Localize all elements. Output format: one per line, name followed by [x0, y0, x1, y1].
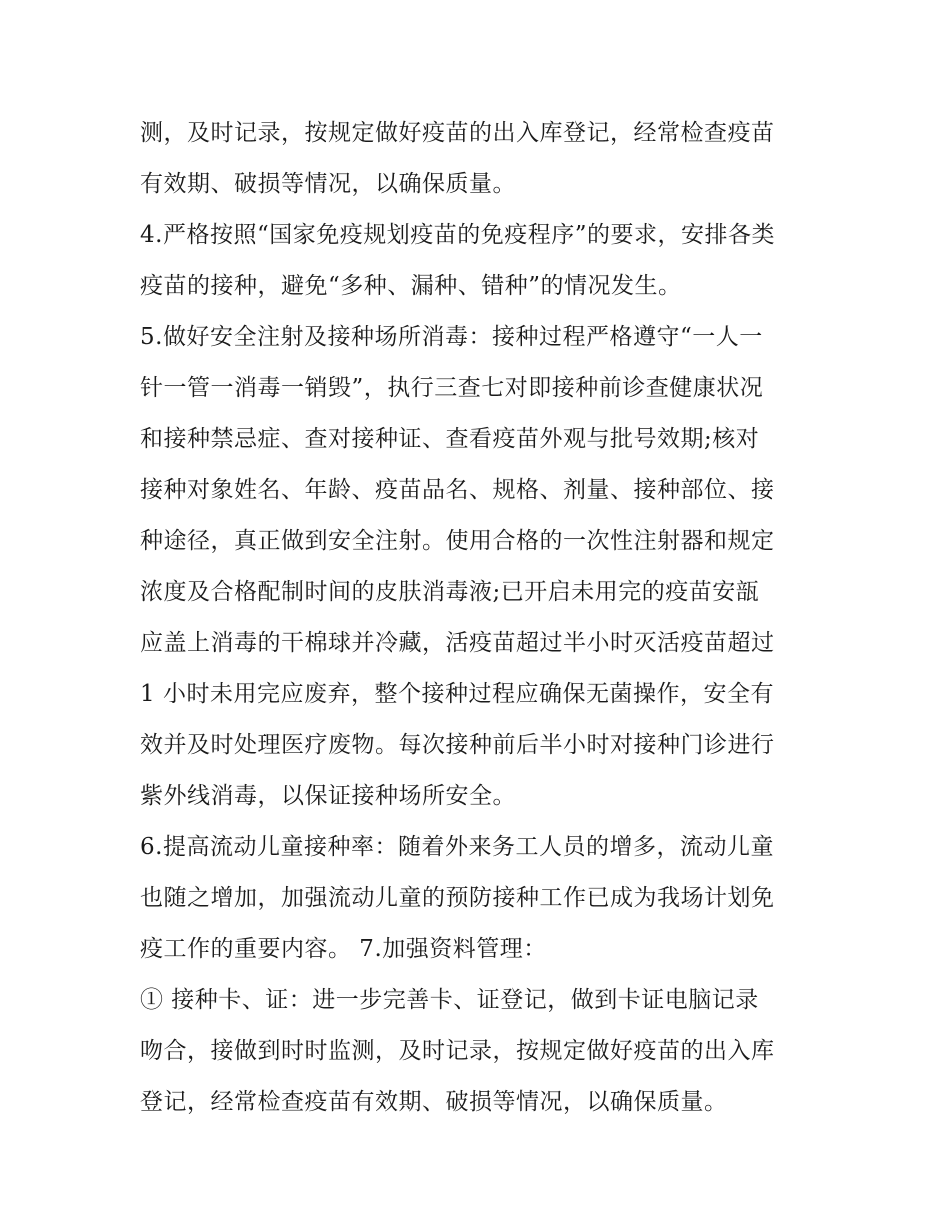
text-line: 5.做好安全注射及接种场所消毒：接种过程严格遵守“一人一 — [140, 324, 763, 350]
text-line: 疫工作的重要内容。 7.加强资料管理： — [140, 936, 547, 962]
text-line: 疫苗的接种，避免“多种、漏种、错种”的情况发生。 — [140, 273, 682, 299]
text-line: 接种对象姓名、年龄、疫苗品名、规格、剂量、接种部位、接 — [140, 477, 775, 503]
text-line: ① 接种卡、证：进一步完善卡、证登记，做到卡证电脑记录 — [140, 987, 759, 1013]
text-line: 浓度及合格配制时间的皮肤消毒液;已开启未用完的疫苗安瓿 — [140, 579, 760, 605]
text-line: 也随之增加，加强流动儿童的预防接种工作已成为我场计划免 — [140, 885, 775, 911]
text-line: 吻合，接做到时时监测，及时记录，按规定做好疫苗的出入库 — [140, 1038, 775, 1064]
text-line: 和接种禁忌症、查对接种证、查看疫苗外观与批号效期;核对 — [140, 426, 760, 452]
text-line: 登记，经常检查疫苗有效期、破损等情况，以确保质量。 — [140, 1089, 728, 1115]
text-line: 6.提高流动儿童接种率：随着外来务工人员的增多，流动儿童 — [140, 834, 774, 860]
document-body — [140, 108, 820, 1128]
text-line: 有效期、破损等情况，以确保质量。 — [140, 171, 516, 197]
text-line: 针一管一消毒一销毁”，执行三查七对即接种前诊查健康状况 — [140, 375, 764, 401]
text-line: 1 小时未用完应废弃，整个接种过程应确保无菌操作，安全有 — [140, 681, 774, 707]
text-line: 效并及时处理医疗废物。每次接种前后半小时对接种门诊进行 — [140, 732, 775, 758]
text-line: 紫外线消毒，以保证接种场所安全。 — [140, 783, 516, 809]
text-line: 4.严格按照“国家免疫规划疫苗的免疫程序”的要求，安排各类 — [140, 222, 775, 248]
text-line: 应盖上消毒的干棉球并冷藏，活疫苗超过半小时灭活疫苗超过 — [140, 630, 775, 656]
text-line: 种途径，真正做到安全注射。使用合格的一次性注射器和规定 — [140, 528, 775, 554]
text-line: 测，及时记录，按规定做好疫苗的出入库登记，经常检查疫苗 — [140, 120, 775, 146]
